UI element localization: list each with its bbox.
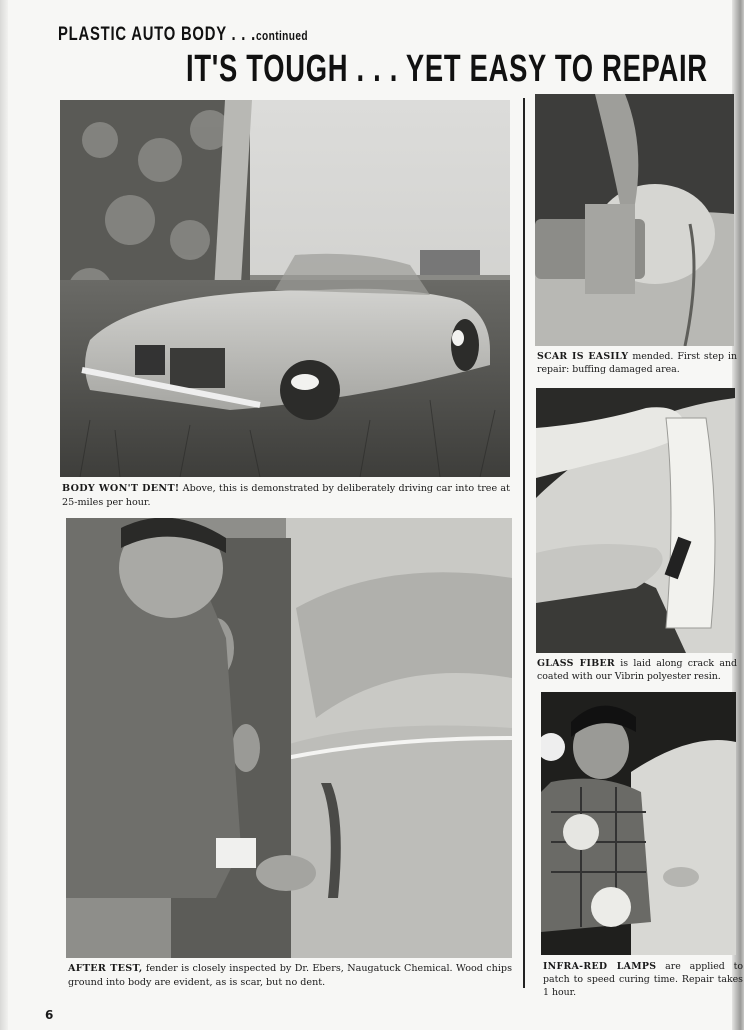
caption-text: are applied to patch to speed curing time. Repair takes 1 hour. bbox=[543, 961, 744, 998]
photo-buffing bbox=[535, 94, 734, 346]
caption-body-wont-dent bbox=[62, 482, 510, 510]
photo-fender-inspection bbox=[66, 518, 512, 958]
column-divider bbox=[523, 98, 525, 988]
photo-infrared-lamps bbox=[541, 692, 736, 955]
section-kicker bbox=[58, 24, 308, 46]
caption-infrared-lamps bbox=[543, 960, 743, 999]
kicker-text: PLASTIC AUTO BODY . . . bbox=[58, 24, 256, 45]
caption-lead: GLASS FIBER bbox=[537, 658, 615, 669]
caption-text: mended. First step in repair: buffing damaged area. bbox=[537, 351, 737, 375]
caption-scar-easily bbox=[537, 350, 737, 376]
page-left-edge bbox=[0, 0, 8, 1030]
caption-lead: BODY WON'T DENT! bbox=[62, 483, 180, 494]
caption-after-test bbox=[68, 962, 512, 990]
photo-car-in-grass bbox=[60, 100, 510, 477]
photo-glass-fiber bbox=[536, 388, 735, 653]
caption-text: is laid along crack and coated with our Vibrin polyester resin. bbox=[537, 658, 737, 682]
caption-lead: SCAR IS EASILY bbox=[537, 351, 629, 362]
kicker-continued: continued bbox=[255, 28, 308, 43]
caption-text: fender is closely inspected by Dr. Ebers, Naugatuck Chemical. Wood chips ground into body are evident, as is scar, but no dent. bbox=[68, 963, 512, 988]
caption-lead: INFRA-RED LAMPS bbox=[543, 961, 657, 972]
page-headline: IT'S TOUGH . . . YET EASY TO REPAIR bbox=[186, 48, 708, 90]
caption-lead: AFTER TEST, bbox=[68, 963, 143, 974]
caption-glass-fiber bbox=[537, 657, 737, 683]
caption-text: Above, this is demonstrated by deliberately driving car into tree at 25-miles per hour. bbox=[62, 483, 510, 508]
page-number: 6 bbox=[45, 1008, 54, 1022]
